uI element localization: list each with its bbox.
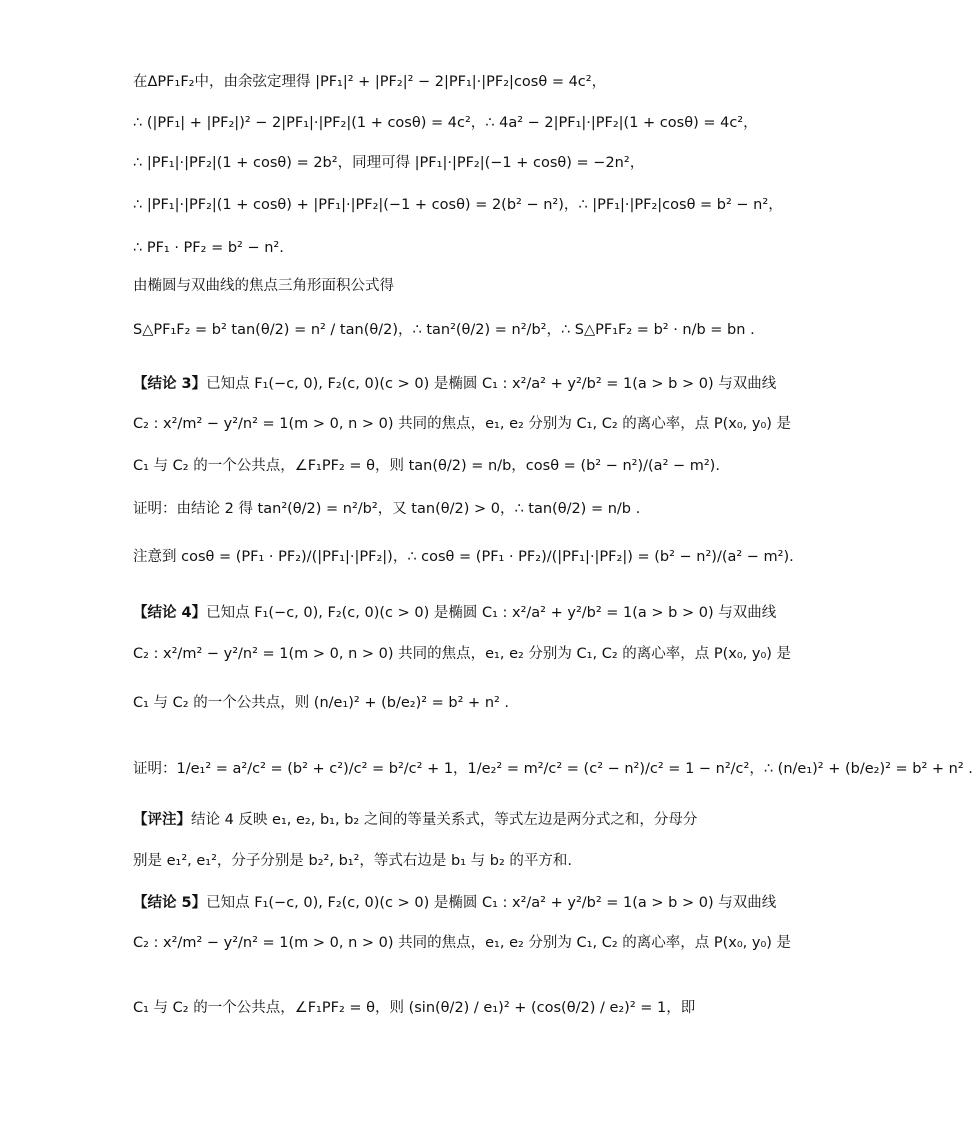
text-line: C₁ 与 C₂ 的一个公共点，则 (n/e₁)² + (b/e₂)² = b² + n² . [133,695,510,711]
formula-line: S△PF₁F₂ = b² tan(θ/2) = n² / tan(θ/2)，∴ tan²(θ/2) = n²/b²，∴ S△PF₁F₂ = b² · n/b = bn . [133,322,755,338]
proof-line: 证明：由结论 2 得 tan²(θ/2) = n²/b²，又 tan(θ/2) > 0，∴ tan(θ/2) = n/b . [133,501,641,517]
conclusion-heading: 【结论 5】 [133,895,207,911]
conclusion-text: 已知点 F₁(−c, 0), F₂(c, 0)(c > 0) 是椭圆 C₁ : x²/a² + y²/b² = 1(a > b > 0) 与双曲线 [206,376,777,392]
text-line: C₂ : x²/m² − y²/n² = 1(m > 0, n > 0) 共同的焦点，e₁, e₂ 分别为 C₁, C₂ 的离心率，点 P(x₀, y₀) 是 [133,416,792,432]
text-line: ∴ PF₁ · PF₂ = b² − n². [133,240,284,256]
conclusion-5-line [133,893,777,913]
text-line: C₂ : x²/m² − y²/n² = 1(m > 0, n > 0) 共同的焦点，e₁, e₂ 分别为 C₁, C₂ 的离心率，点 P(x₀, y₀) 是 [133,935,792,951]
remark-heading: 【评注】 [133,812,191,828]
conclusion-text: 已知点 F₁(−c, 0), F₂(c, 0)(c > 0) 是椭圆 C₁ : x²/a² + y²/b² = 1(a > b > 0) 与双曲线 [206,895,777,911]
text-line: C₁ 与 C₂ 的一个公共点，∠F₁PF₂ = θ，则 (sin(θ/2) / e₁)² + (cos(θ/2) / e₂)² = 1，即 [133,1000,696,1016]
remark-text: 结论 4 反映 e₁, e₂, b₁, b₂ 之间的等量关系式，等式左边是两分式之和，分母分 [191,812,698,828]
text-line: C₂ : x²/m² − y²/n² = 1(m > 0, n > 0) 共同的焦点，e₁, e₂ 分别为 C₁, C₂ 的离心率，点 P(x₀, y₀) 是 [133,646,792,662]
conclusion-3-line [133,374,777,394]
proof-line: 注意到 cosθ = (PF₁ · PF₂)/(|PF₁|·|PF₂|)，∴ cosθ = (PF₁ · PF₂)/(|PF₁|·|PF₂|) = (b² − n²)/(a² − m²). [133,549,794,565]
text-line: 在ΔPF₁F₂中，由余弦定理得 |PF₁|² + |PF₂|² − 2|PF₁|·|PF₂|cosθ = 4c²， [133,74,607,90]
text-line: 由椭圆与双曲线的焦点三角形面积公式得 [133,278,394,294]
conclusion-text: 已知点 F₁(−c, 0), F₂(c, 0)(c > 0) 是椭圆 C₁ : x²/a² + y²/b² = 1(a > b > 0) 与双曲线 [206,605,777,621]
text-line: ∴ (|PF₁| + |PF₂|)² − 2|PF₁|·|PF₂|(1 + cosθ) = 4c²，∴ 4a² − 2|PF₁|·|PF₂|(1 + cosθ) = 4c²， [133,115,758,131]
proof-line: 证明：1/e₁² = a²/c² = (b² + c²)/c² = b²/c² + 1，1/e₂² = m²/c² = (c² − n²)/c² = 1 − n²/c²，∴ (n/e₁)² + (b/e₂)² = b² + n² . [133,761,973,777]
conclusion-heading: 【结论 4】 [133,605,207,621]
conclusion-4-line [133,603,777,623]
conclusion-heading: 【结论 3】 [133,376,207,392]
remark-line [133,810,698,830]
text-line: ∴ |PF₁|·|PF₂|(1 + cosθ) + |PF₁|·|PF₂|(−1 + cosθ) = 2(b² − n²)，∴ |PF₁|·|PF₂|cosθ = b² − n²， [133,197,783,213]
text-line: C₁ 与 C₂ 的一个公共点，∠F₁PF₂ = θ，则 tan(θ/2) = n/b，cosθ = (b² − n²)/(a² − m²). [133,458,720,474]
text-line: ∴ |PF₁|·|PF₂|(1 + cosθ) = 2b²，同理可得 |PF₁|·|PF₂|(−1 + cosθ) = −2n²， [133,155,645,171]
text-line: 别是 e₁², e₁²，分子分别是 b₂², b₁²，等式右边是 b₁ 与 b₂ 的平方和. [133,853,572,869]
